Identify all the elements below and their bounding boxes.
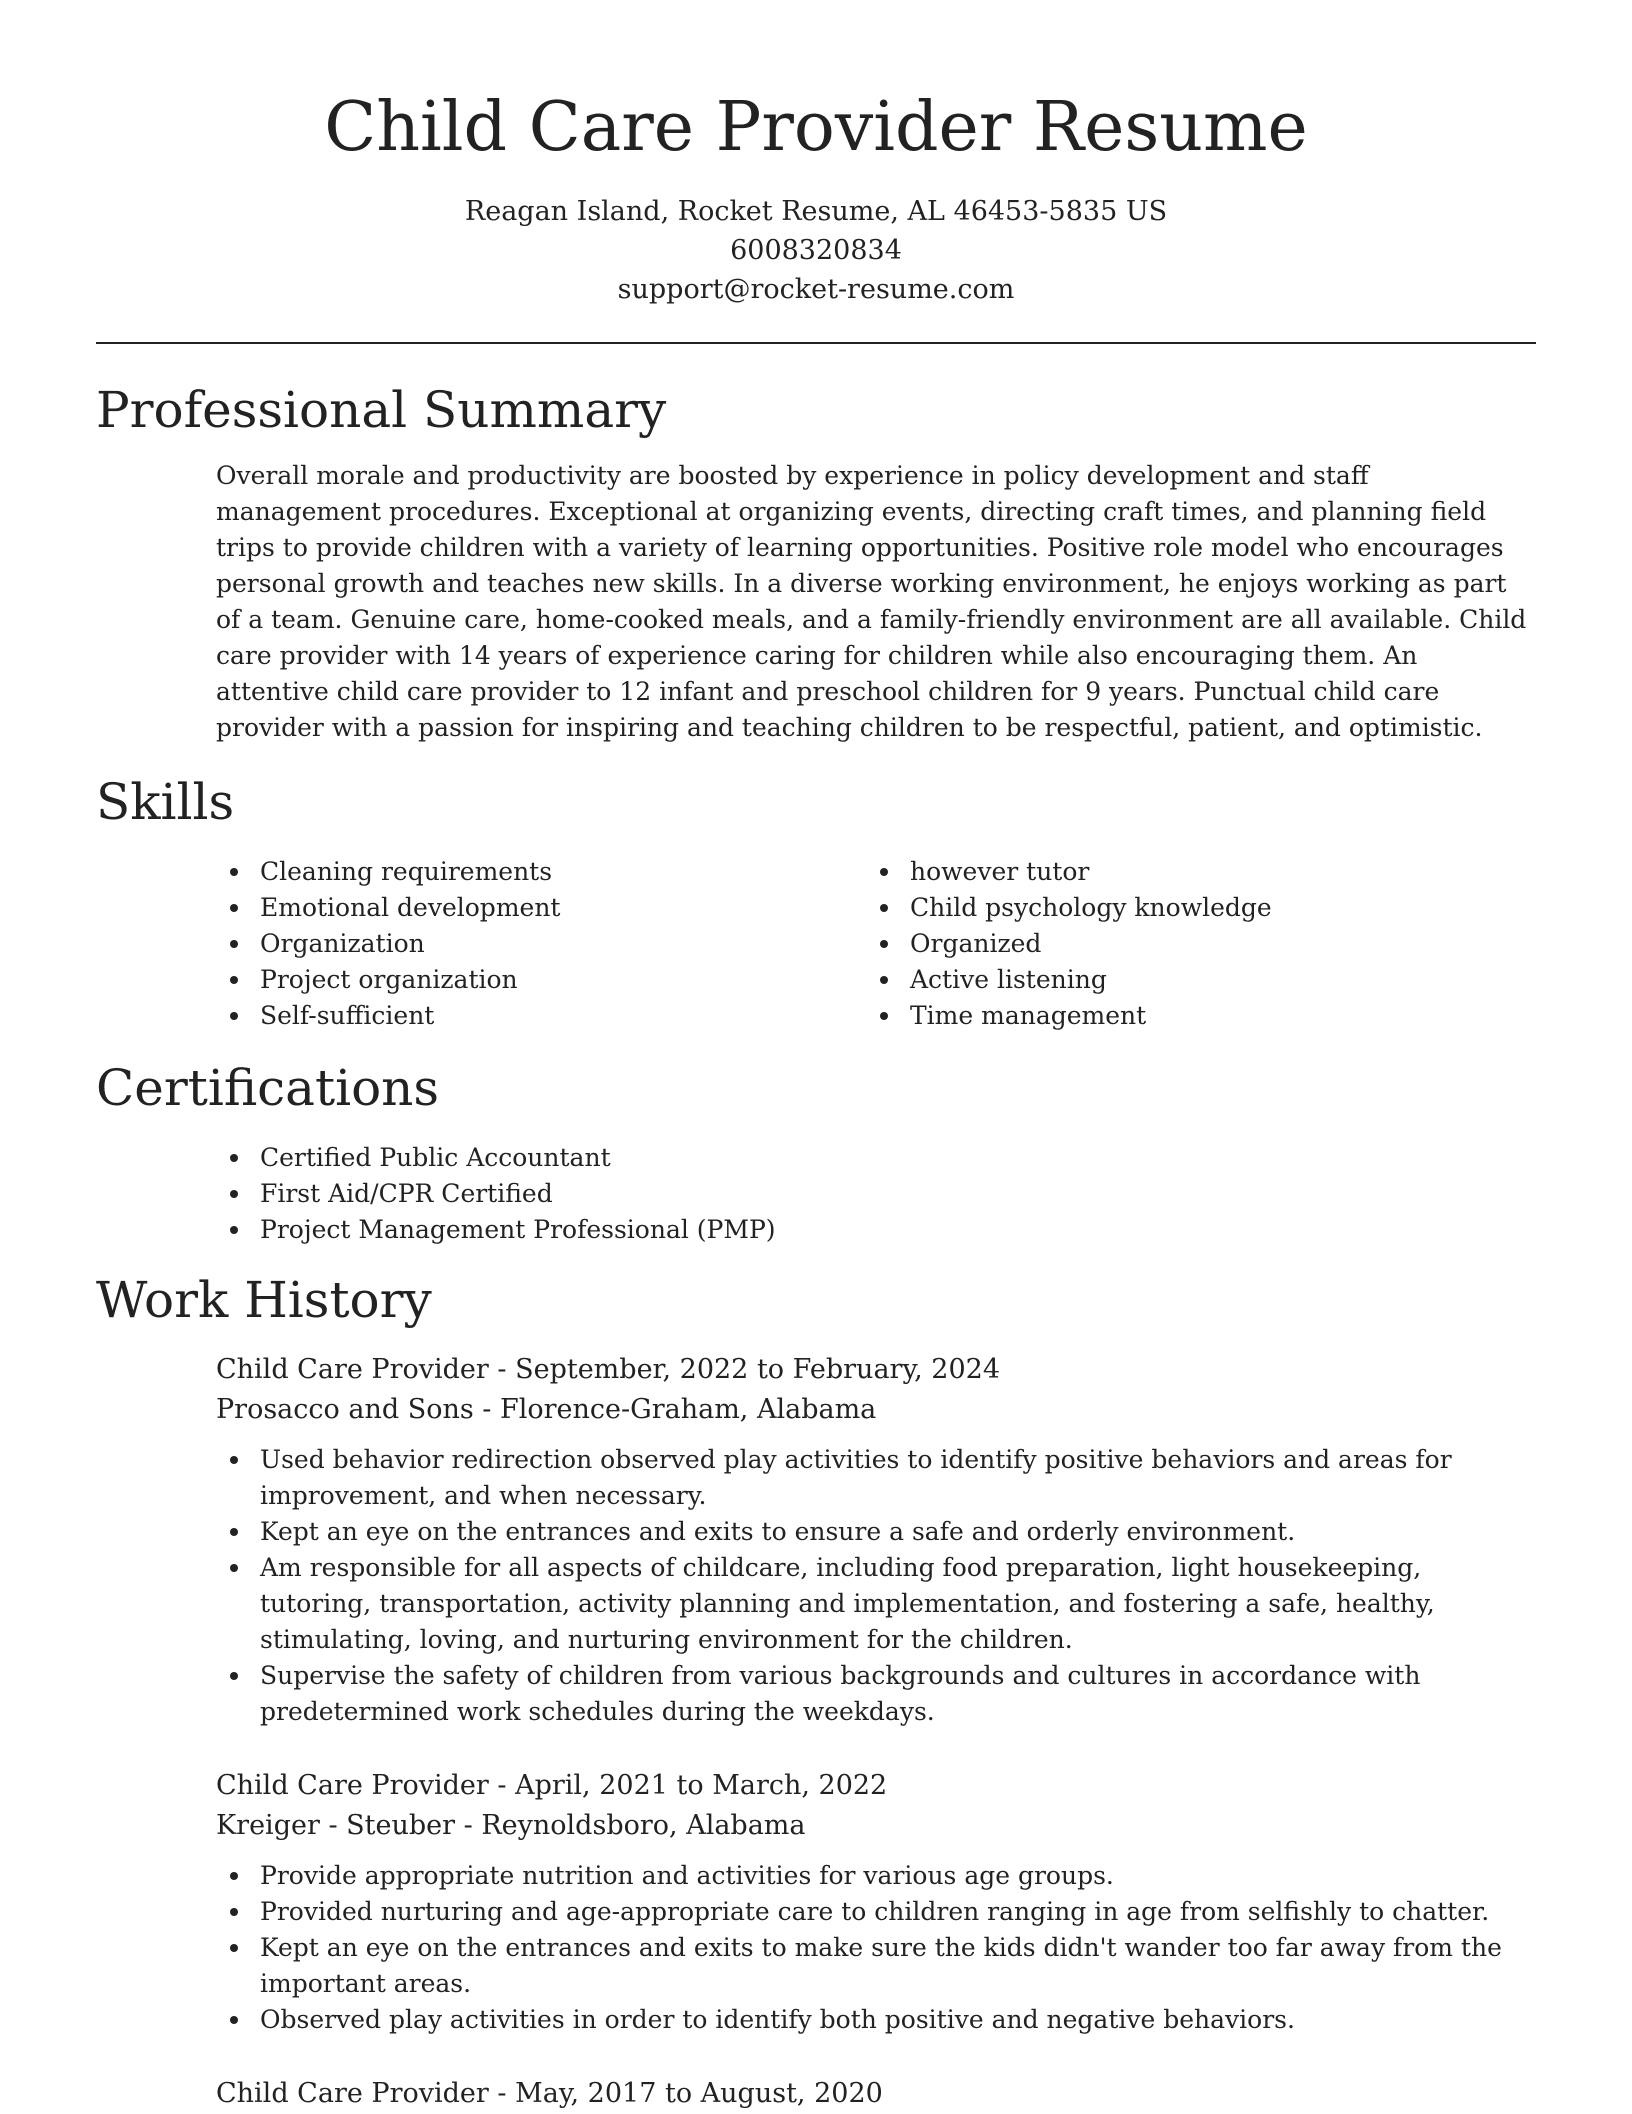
- bullet-dot: [230, 1456, 238, 1464]
- bullet-dot: [230, 1908, 238, 1916]
- job-dates: May, 2017 to August, 2020: [515, 2078, 883, 2109]
- bullet-dot: [880, 1012, 888, 1020]
- work-history-heading: Work History: [96, 1271, 432, 1329]
- bullet-dot: [880, 868, 888, 876]
- contact-email: support@rocket-resume.com: [617, 274, 1015, 305]
- skill-item: Active listening: [866, 962, 1506, 998]
- skill-item: Emotional development: [216, 890, 856, 926]
- skills-right-column: [866, 854, 1506, 1034]
- job-company: Kreiger - Steuber: [216, 1810, 456, 1841]
- job-bullet: Am responsible for all aspects of childcare, including food preparation, light housekeeping, tutoring, transportation, activity planning and implementation, and fostering a safe, healthy, stimulating, loving, and nurturing environment for the children.: [216, 1550, 1536, 1658]
- certification-item: Project Management Professional (PMP): [216, 1212, 1536, 1248]
- separator: -: [473, 1394, 501, 1425]
- job-bullets: [216, 1442, 1536, 1730]
- job-title: Child Care Provider: [216, 1354, 489, 1385]
- certification-item: First Aid/CPR Certified: [216, 1176, 1536, 1212]
- separator: -: [488, 1354, 516, 1385]
- job-location: Reynoldsboro, Alabama: [481, 1810, 806, 1841]
- bullet-dot: [230, 976, 238, 984]
- job-title: Child Care Provider: [216, 1770, 489, 1801]
- job-location: Florence-Graham, Alabama: [500, 1394, 877, 1425]
- bullet-dot: [880, 976, 888, 984]
- job-bullet: Used behavior redirection observed play activities to identify positive behaviors and areas for improvement, and when necessary.: [216, 1442, 1536, 1514]
- job-company-line: [216, 1390, 1536, 1430]
- separator: -: [488, 1770, 516, 1801]
- bullet-dot: [230, 1672, 238, 1680]
- summary-text: Overall morale and productivity are boosted by experience in policy development and staff management procedures. Exceptional at organizing events, directing craft times, and planning field trips to provide children with a variety of learning opportunities. Positive role model who encourages personal growth and teaches new skills. In a diverse working environment, he enjoys working as part of a team. Genuine care, home-cooked meals, and a family-friendly environment are all available. Child care provider with 14 years of experience caring for children while also encouraging them. An attentive child care provider to 12 infant and preschool children for 9 years. Punctual child care provider with a passion for inspiring and teaching children to be respectful, patient, and optimistic.: [216, 461, 1527, 742]
- skills-heading: Skills: [96, 773, 235, 831]
- contact-phone: 6008320834: [730, 235, 902, 266]
- header-divider: [96, 342, 1536, 344]
- separator: -: [455, 1810, 482, 1841]
- bullet-dot: [230, 1564, 238, 1572]
- job-bullet: Supervise the safety of children from various backgrounds and cultures in accordance with predetermined work schedules during the weekdays.: [216, 1658, 1536, 1730]
- skills-left-column: [216, 854, 856, 1034]
- skill-item: Project organization: [216, 962, 856, 998]
- job-bullets: [216, 1858, 1536, 2038]
- job-bullet: Observed play activities in order to identify both positive and negative behaviors.: [216, 2002, 1536, 2038]
- job-company-line: [216, 1806, 1536, 1846]
- job-entry: [216, 2074, 1536, 2114]
- bullet-dot: [230, 1528, 238, 1536]
- skill-item: however tutor: [866, 854, 1506, 890]
- contact-address: Reagan Island, Rocket Resume, AL 46453-5835 US: [464, 196, 1168, 227]
- contact-block: [96, 192, 1536, 309]
- bullet-dot: [230, 904, 238, 912]
- bullet-dot: [880, 904, 888, 912]
- skill-item: Organized: [866, 926, 1506, 962]
- job-title-line: [216, 2074, 1536, 2114]
- bullet-dot: [230, 2016, 238, 2024]
- job-bullet: Provide appropriate nutrition and activities for various age groups.: [216, 1858, 1536, 1894]
- job-entry: [216, 1766, 1536, 2038]
- skill-item: Child psychology knowledge: [866, 890, 1506, 926]
- job-bullet: Kept an eye on the entrances and exits to make sure the kids didn't wander too far away from the important areas.: [216, 1930, 1536, 2002]
- summary-section: [216, 458, 1536, 746]
- job-dates: April, 2021 to March, 2022: [515, 1770, 888, 1801]
- skill-item: Time management: [866, 998, 1506, 1034]
- skill-item: Cleaning requirements: [216, 854, 856, 890]
- job-company: Prosacco and Sons: [216, 1394, 474, 1425]
- job-bullet: Provided nurturing and age-appropriate care to children ranging in age from selfishly to chatter.: [216, 1894, 1536, 1930]
- separator: -: [488, 2078, 516, 2109]
- bullet-dot: [230, 940, 238, 948]
- job-title: Child Care Provider: [216, 2078, 489, 2109]
- bullet-dot: [230, 1226, 238, 1234]
- bullet-dot: [230, 1944, 238, 1952]
- resume-page: [96, 0, 1536, 2109]
- job-dates: September, 2022 to February, 2024: [515, 1354, 1000, 1385]
- summary-heading: Professional Summary: [96, 381, 667, 439]
- job-title-line: [216, 1350, 1536, 1390]
- job-title-line: [216, 1766, 1536, 1806]
- bullet-dot: [880, 940, 888, 948]
- job-bullet: Kept an eye on the entrances and exits to ensure a safe and orderly environment.: [216, 1514, 1536, 1550]
- certification-item: Certified Public Accountant: [216, 1140, 1536, 1176]
- bullet-dot: [230, 1154, 238, 1162]
- certifications-section: [216, 1140, 1536, 1248]
- bullet-dot: [230, 868, 238, 876]
- resume-title: Child Care Provider Resume: [324, 88, 1308, 167]
- job-entry: [216, 1350, 1536, 1730]
- certifications-heading: Certifications: [96, 1059, 440, 1117]
- bullet-dot: [230, 1190, 238, 1198]
- skill-item: Organization: [216, 926, 856, 962]
- bullet-dot: [230, 1872, 238, 1880]
- bullet-dot: [230, 1012, 238, 1020]
- skill-item: Self-sufficient: [216, 998, 856, 1034]
